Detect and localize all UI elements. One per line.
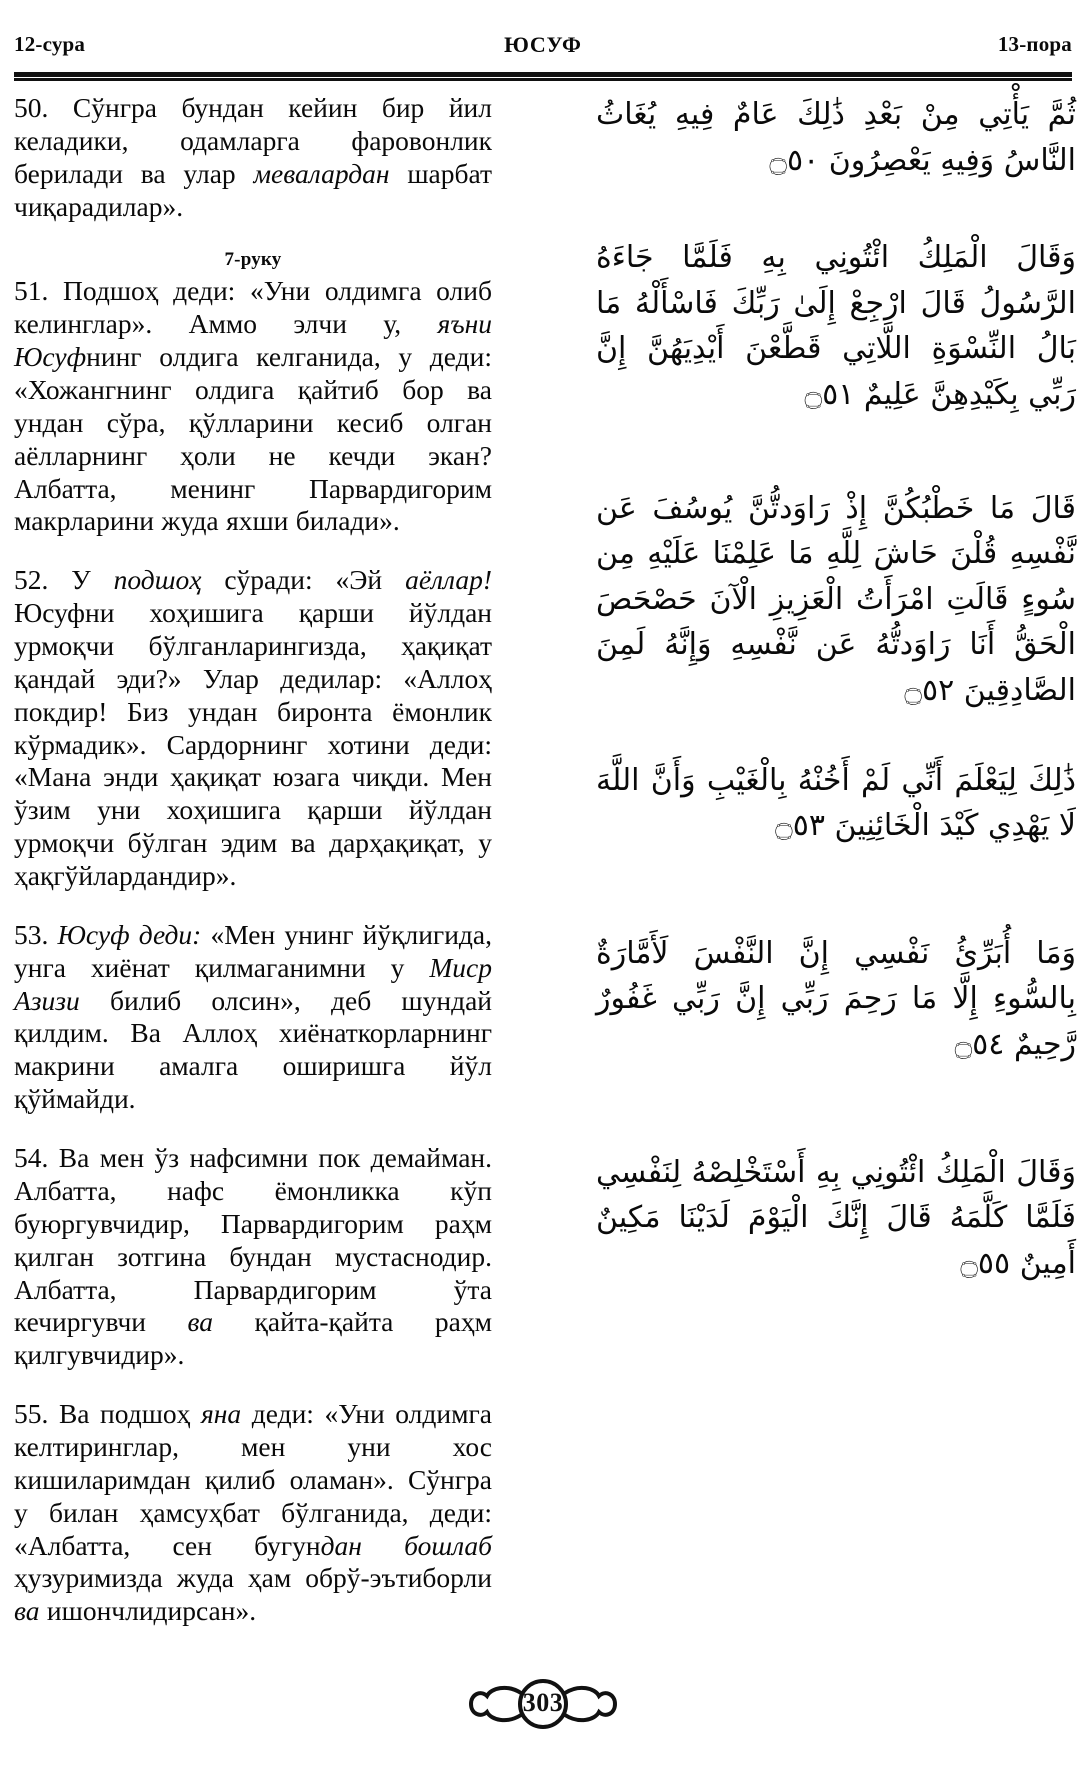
running-head-left: 12-сура: [14, 32, 86, 56]
header-rule: [14, 72, 1072, 81]
ayah-text-50: ثُمَّ يَأْتِي مِنْ بَعْدِ ذَٰلِكَ عَامٌ فِيهِ يُغَاثُ النَّاسُ وَفِيهِ يَعْصِرُونَ ۝٥٠: [596, 97, 1076, 178]
verse-54: 54. Ва мен ўз нафсимни пок демайман. Албатта, нафс ёмонликка кўп буюргувчидир, Парвардигорим раҳм қилган зотгина бундан мустаснодир. Албатта, Парвардигорим ўта кечиргувчи ва қайта-қайта раҳм қилгувчидир».: [14, 1142, 492, 1371]
arabic-block-54: [596, 931, 1076, 1068]
verse-51: 51. Подшоҳ деди: «Уни олдимга олиб келинглар». Аммо элчи у, яъни Юсуфнинг олдига келганида, у деди: «Хожангнинг олдига қайтиб бор ва ундан сўра, қўлларини кесиб олган аёлларнинг ҳоли не кечди экан? Албатта, менинг Парвардигорим макрларини жуда яхши билади».: [14, 275, 492, 537]
arabic-block-50: [596, 92, 1076, 183]
ayah-text-51: وَقَالَ الْمَلِكُ ائْتُونِي بِهِ فَلَمَّا جَاءَهُ الرَّسُولُ قَالَ ارْجِعْ إِلَىٰ رَبِّكَ فَاسْأَلْهُ مَا بَالُ النِّسْوَةِ اللَّاتِي قَطَّعْنَ أَيْدِيَهُنَّ إِنَّ رَبِّي بِكَيْدِهِنَّ عَلِيمٌ ۝٥١: [596, 240, 1076, 412]
verse-55: 55. Ва подшоҳ яна деди: «Уни олдимга келтиринглар, мен уни хос кишиларимдан қилиб оламан». Сўнгра у билан ҳамсуҳбат бўлганида, деди: «Албатта, сен бугундан бошлаб ҳузуримизда жуда ҳам обрў-эътиборли ва ишончлидирсан».: [14, 1398, 493, 1627]
translation-column: [14, 92, 492, 1628]
running-head-center: ЮСУФ: [504, 32, 582, 57]
ruku-heading: 7-руку: [224, 249, 282, 271]
folio: [0, 1674, 1086, 1734]
ayah-text-55: وَقَالَ الْمَلِكُ ائْتُونِي بِهِ أَسْتَخْلِصْهُ لِنَفْسِي فَلَمَّا كَلَّمَهُ قَالَ إِنَّكَ الْيَوْمَ لَدَيْنَا مَكِينٌ أَمِينٌ ۝٥٥: [596, 1154, 1076, 1281]
ayah-text-53: ذَٰلِكَ لِيَعْلَمَ أَنِّي لَمْ أَخُنْهُ بِالْغَيْبِ وَأَنَّ اللَّهَ لَا يَهْدِي كَيْدَ الْخَائِنِينَ ۝٥٣: [596, 762, 1076, 844]
arabic-block-51: [596, 235, 1076, 417]
arabic-column: [596, 92, 1076, 1290]
arabic-block-55: [596, 1150, 1076, 1287]
running-head: [14, 32, 1072, 62]
verse-50: 50. Сўнгра бундан кейин бир йил келадики, одамларга фаровонлик берилади ва улар мевалардан шарбат чиқарадилар».: [14, 92, 493, 222]
page-body: [0, 92, 1086, 1648]
arabic-block-53: [596, 758, 1076, 849]
running-head-right: 13-пора: [997, 32, 1072, 56]
arabic-block-52: [596, 486, 1076, 714]
ayah-text-54: وَمَا أُبَرِّئُ نَفْسِي إِنَّ النَّفْسَ لَأَمَّارَةٌ بِالسُّوءِ إِلَّا مَا رَحِمَ رَبِّي إِنَّ رَبِّي غَفُورٌ رَّحِيمٌ ۝٥٤: [596, 935, 1076, 1062]
verse-52: 52. У подшоҳ сўради: «Эй аёллар! Юсуфни хоҳишига қарши йўлдан урмоқчи бўлганларингизда, ҳақиқат қандай эди?» Улар дедилар: «Аллоҳ покдир! Биз ундан биронта ёмонлик кўрмадик». Сардорнинг хотини деди: «Мана энди ҳақиқат юзага чиқди. Мен ўзим уни хоҳишига қарши йўлдан урмоқчи бўлган эдим ва дарҳақиқат, у ҳақгўйлардандир».: [14, 564, 492, 892]
ayah-text-52: قَالَ مَا خَطْبُكُنَّ إِذْ رَاوَدتُّنَّ يُوسُفَ عَن نَّفْسِهِ قُلْنَ حَاشَ لِلَّهِ مَا عَلِمْنَا عَلَيْهِ مِن سُوءٍ قَالَتِ امْرَأَتُ الْعَزِيزِ الْآنَ حَصْحَصَ الْحَقُّ أَنَا رَاوَدتُّهُ عَن نَّفْسِهِ وَإِنَّهُ لَمِنَ الصَّادِقِينَ ۝٥٢: [596, 490, 1076, 708]
verse-53: 53. Юсуф деди: «Мен унинг йўқлигида, унга хиёнат қилмаганимни у Миср Азизи билиб олсин», деб шундай қилдим. Ва Аллоҳ хиёнаткорларнинг макрини амалга оширишга йўл қўймайди.: [14, 918, 492, 1115]
page-number: 303: [522, 1688, 564, 1717]
